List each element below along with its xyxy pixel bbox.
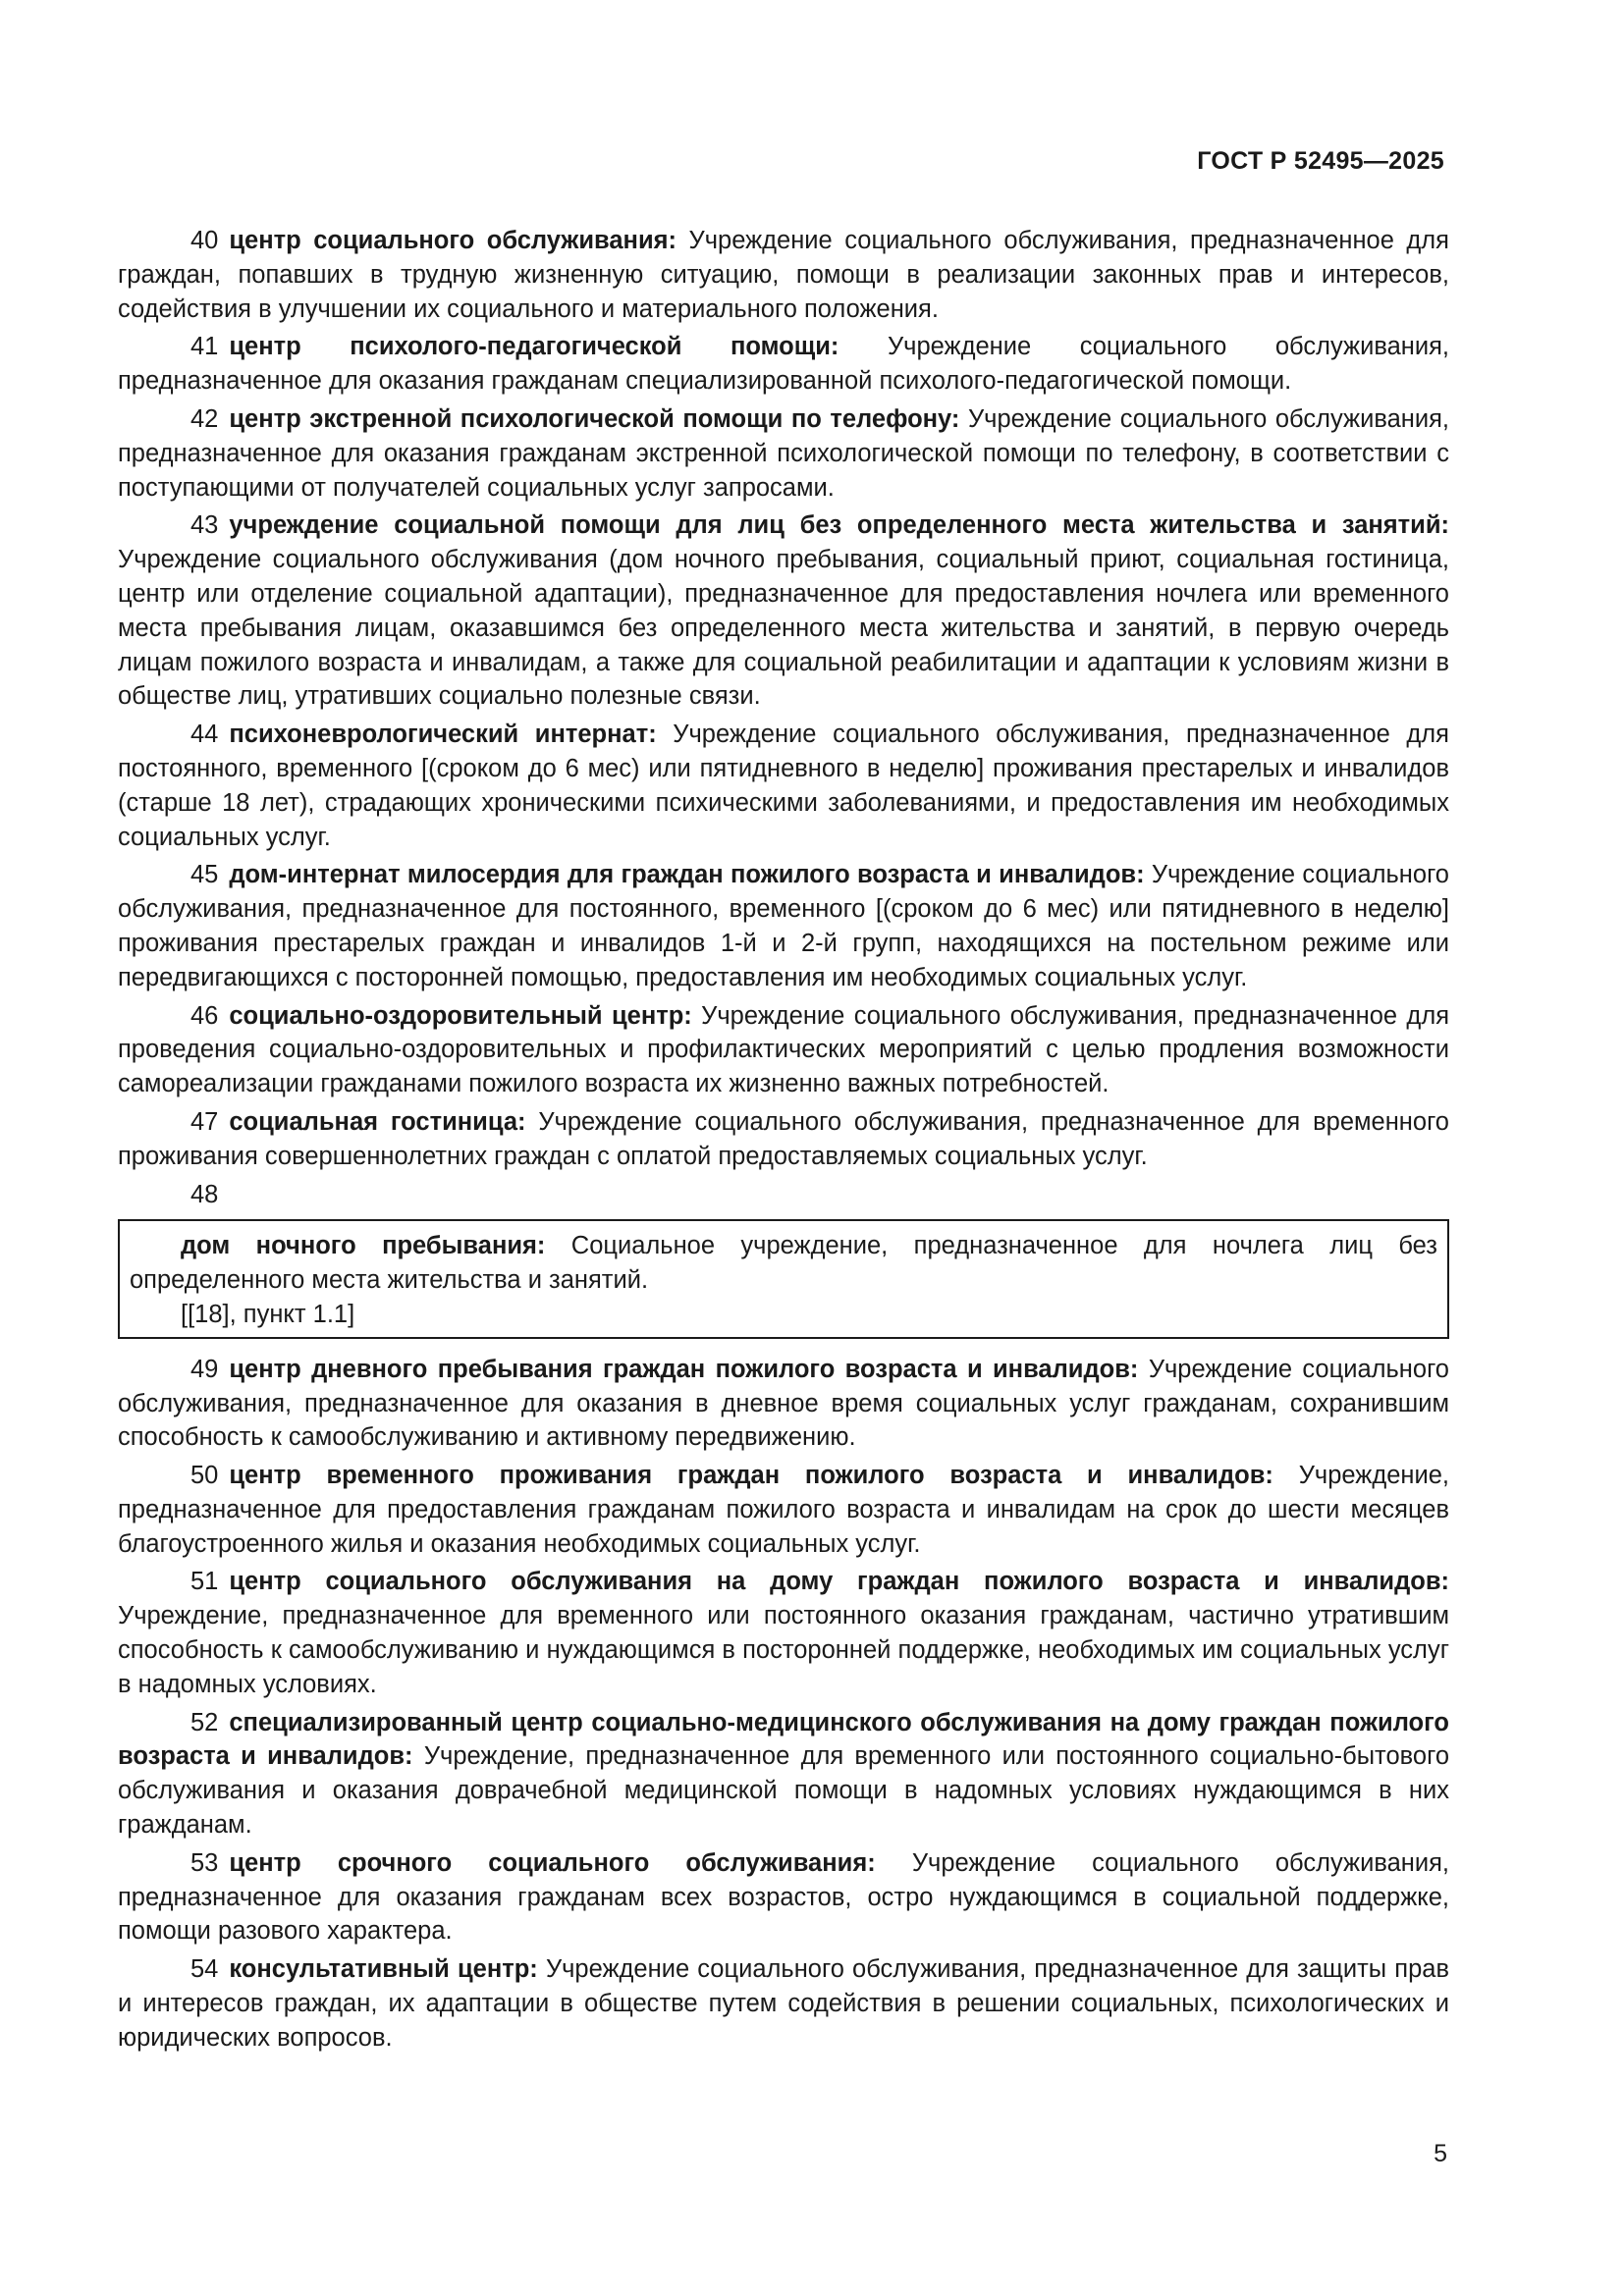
term-entry-51	[118, 1565, 1449, 1701]
term-definition: Учреждение социального обслуживания, предназначенное для оказания гражданам всех возрастов, остро нуждающимся в социальной поддержке, помощи разового характера.	[118, 1848, 1450, 1946]
terms-list	[118, 224, 1449, 2059]
term-title: центр экстренной психологической помощи по телефону:	[229, 404, 960, 433]
term-number: 46	[190, 1001, 219, 1030]
term-title: центр срочного социального обслуживания:	[229, 1848, 876, 1877]
term-title: дом-интернат милосердия для граждан пожилого возраста и инвалидов:	[229, 861, 1145, 889]
term-number: 41	[190, 333, 219, 361]
term-entry-47	[118, 1105, 1449, 1174]
term-definition: Учреждение, предназначенное для предоставления гражданам пожилого возраста и инвалидам на срок до шести месяцев благоустроенного жилья и оказания необходимых социальных услуг.	[118, 1462, 1449, 1558]
quoted-definition-box	[118, 1219, 1449, 1338]
term-title: социальная гостиница:	[229, 1107, 526, 1136]
term-number: 47	[190, 1107, 219, 1136]
term-definition: Социальное учреждение, предназначенное для ночлега лиц без определенного места жительства и занятий.	[130, 1232, 1437, 1295]
page-number: 5	[1434, 2140, 1447, 2167]
term-number: 44	[190, 721, 219, 749]
term-number: 42	[190, 404, 219, 433]
term-number: 49	[190, 1355, 219, 1383]
term-definition: Учреждение социального обслуживания, предназначенное для оказания гражданам экстренной психологической помощи по телефону, в соответствии с поступающими от получателей социальных услуг запросами.	[118, 404, 1449, 502]
term-number: 51	[190, 1568, 219, 1596]
standard-code-header: ГОСТ Р 52495—2025	[1197, 147, 1444, 175]
term-number: 53	[190, 1848, 219, 1877]
term-definition: Учреждение социального обслуживания, предназначенное для оказания гражданам специализированной психолого-педагогической помощи.	[118, 333, 1449, 396]
term-entry-45	[118, 858, 1449, 994]
term-definition: Учреждение, предназначенное для временного или постоянного социально-бытового обслуживания и оказания доврачебной медицинской помощи в надомных условиях нуждающимся в них гражданам.	[118, 1742, 1449, 1840]
term-entry-42	[118, 402, 1449, 505]
term-entry-46	[118, 999, 1449, 1101]
term-title: учреждение социальной помощи для лиц без определенного места жительства и занятий:	[229, 511, 1449, 540]
term-entry-50	[118, 1459, 1449, 1561]
term-entry-41	[118, 330, 1449, 399]
term-title: центр дневного пребывания граждан пожилого возраста и инвалидов:	[229, 1355, 1139, 1383]
term-number: 50	[190, 1462, 219, 1490]
term-definition: Учреждение социального обслуживания, предназначенное для временного проживания совершеннолетних граждан с оплатой предоставляемых социальных услуг.	[118, 1107, 1449, 1170]
term-definition: Учреждение социального обслуживания, предназначенное для граждан, попавших в трудную жизненную ситуацию, помощи в реализации законных прав и интересов, содействия в улучшении их социального и материального положения.	[118, 227, 1449, 323]
term-entry-43	[118, 508, 1449, 714]
term-definition: Учреждение социального обслуживания, предназначенное для защиты прав и интересов граждан, их адаптации в обществе путем содействия в решении социальных, психологических и юридических вопросов.	[118, 1955, 1449, 2052]
term-entry-53	[118, 1846, 1449, 1949]
term-definition: Учреждение социального обслуживания, предназначенное для постоянного, временного [(сроком до 6 мес) или пятидневного в неделю] проживания престарелых граждан и инвалидов 1-й и 2-й групп, находящихся на постельном режиме или передвигающихся с посторонней помощью, предоставления им необходимых социальных услуг.	[118, 861, 1449, 991]
term-entry-52	[118, 1706, 1449, 1842]
term-title: социально-оздоровительный центр:	[229, 1001, 692, 1030]
term-title: специализированный центр социально-медицинского обслуживания на дому граждан пожилого возраста и инвалидов:	[118, 1708, 1449, 1771]
term-entry-48-number: 48	[190, 1180, 219, 1208]
term-title: центр психолого-педагогической помощи:	[229, 333, 839, 361]
term-title: центр социального обслуживания:	[229, 227, 677, 254]
quoted-definition	[130, 1229, 1437, 1298]
term-entry-49	[118, 1353, 1449, 1455]
term-number: 45	[190, 861, 219, 889]
term-entry-44	[118, 718, 1449, 854]
term-number: 52	[190, 1708, 219, 1736]
term-definition: Учреждение социального обслуживания, предназначенное для постоянного, временного [(сроком до 6 мес) или пятидневного в неделю] проживания престарелых и инвалидов (старше 18 лет), страдающих хроническими психическими заболеваниями, и предоставления им необходимых социальных услуг.	[118, 721, 1449, 851]
term-number: 54	[190, 1955, 219, 1984]
term-title: дом ночного пребывания:	[181, 1232, 546, 1260]
term-title: психоневрологический интернат:	[229, 721, 657, 749]
term-definition: Учреждение социального обслуживания (дом ночного пребывания, социальный приют, социальная гостиница, центр или отделение социальной адаптации), предназначенное для предоставления ночлега или временного места пребывания лицам, оказавшимся без определенного места жительства и занятий, в первую очередь лицам пожилого возраста и инвалидам, а также для социальной реабилитации и адаптации к условиям жизни в обществе лиц, утративших социально полезные связи.	[118, 546, 1449, 711]
term-entry-54	[118, 1952, 1449, 2055]
term-definition: Учреждение социального обслуживания, предназначенное для оказания в дневное время социальных услуг гражданам, сохранившим способность к самообслуживанию и активному передвижению.	[118, 1355, 1449, 1452]
term-number: 40	[190, 227, 219, 254]
term-definition: Учреждение, предназначенное для временного или постоянного оказания гражданам, частично утратившим способность к самообслуживанию и нуждающимся в посторонней поддержке, необходимых им социальных услуг в надомных условиях.	[118, 1602, 1449, 1698]
term-title: центр социального обслуживания на дому граждан пожилого возраста и инвалидов:	[229, 1568, 1449, 1596]
term-title: центр временного проживания граждан пожилого возраста и инвалидов:	[229, 1462, 1273, 1490]
term-entry-40	[118, 224, 1449, 326]
definition-source-reference: [[18], пункт 1.1]	[181, 1300, 355, 1328]
term-title: консультативный центр:	[229, 1955, 538, 1984]
term-definition: Учреждение социального обслуживания, предназначенное для проведения социально-оздоровительных и профилактических мероприятий с целью продления возможности самореализации гражданами пожилого возраста их жизненно важных потребностей.	[118, 1001, 1450, 1098]
term-number: 43	[190, 511, 219, 540]
